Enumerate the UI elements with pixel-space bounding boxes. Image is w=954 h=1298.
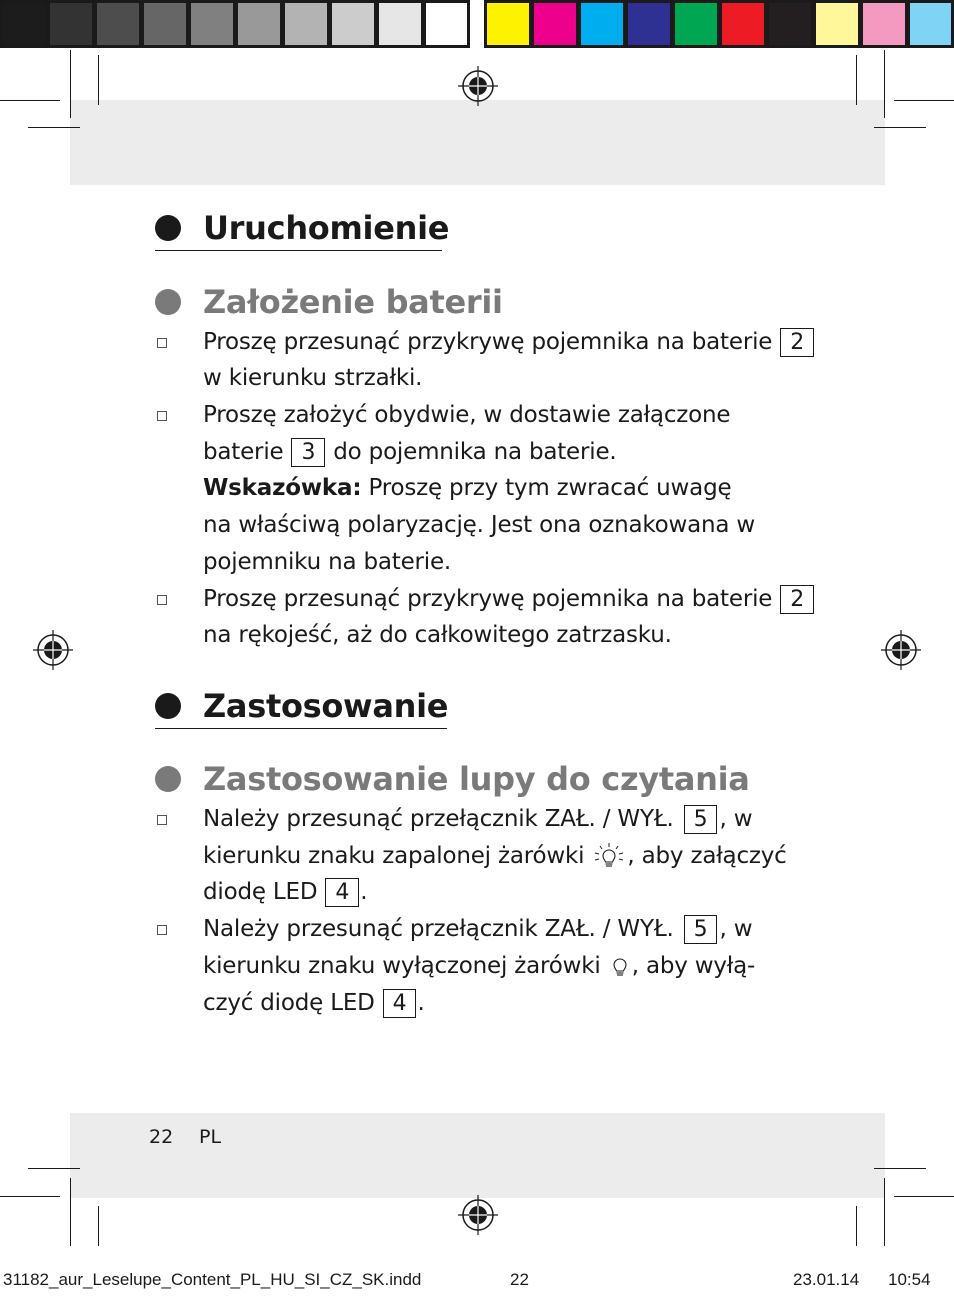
reference-number: 5 (684, 915, 718, 944)
imprint-filename: 31182_aur_Leselupe_Content_PL_HU_SI_CZ_SK.indd (3, 1270, 422, 1289)
hint-text: Wskazówka: Proszę przy tym zwracać uwagę (203, 475, 732, 501)
list-checkbox-icon (157, 411, 167, 421)
crop-mark (874, 1168, 926, 1169)
reference-number: 4 (383, 989, 417, 1018)
crop-mark (98, 1206, 99, 1246)
gray-swatch (141, 0, 189, 48)
imprint-time: 10:54 (888, 1270, 931, 1289)
heading-bullet-icon (155, 289, 181, 315)
reference-number: 3 (291, 438, 325, 467)
gray-swatch (94, 0, 142, 48)
registration-mark-icon (458, 1195, 498, 1235)
color-swatch (578, 0, 626, 48)
subsection-heading-lupa (155, 759, 750, 799)
crop-mark (894, 1196, 954, 1197)
list-item-text: Proszę założyć obydwie, w dostawie załączone (203, 402, 731, 428)
registration-mark-icon (881, 630, 921, 670)
header-band (70, 100, 885, 185)
crop-mark (0, 100, 60, 101)
gray-swatch (329, 0, 377, 48)
crop-mark (0, 1196, 60, 1197)
color-swatch (625, 0, 673, 48)
crop-mark (856, 55, 857, 105)
heading-bullet-icon (155, 693, 181, 719)
heading-text: Zastosowanie lupy do czytania (203, 760, 750, 798)
crop-mark (28, 127, 80, 128)
page-number: 22 (149, 1126, 174, 1148)
list-checkbox-icon (157, 595, 167, 605)
hint-text: pojemniku na baterie. (203, 549, 452, 575)
gray-swatch (47, 0, 95, 48)
color-swatch (813, 0, 861, 48)
list-checkbox-icon (157, 925, 167, 935)
color-swatch (860, 0, 908, 48)
heading-bullet-icon (155, 215, 181, 241)
list-item-text: kierunku znaku wyłączonej żarówki , aby wyłą- (203, 951, 755, 982)
list-item-text: diodę LED 4 . (203, 879, 368, 905)
list-item-text: Proszę przesunąć przykrywę pojemnika na baterie 2 (203, 584, 818, 614)
list-item-text: na rękojeść, aż do całkowitego zatrzasku. (203, 622, 672, 648)
lit-bulb-icon (591, 842, 627, 872)
list-checkbox-icon (157, 815, 167, 825)
imprint-page: 22 (510, 1270, 529, 1289)
crop-mark (28, 1168, 80, 1169)
crop-mark (884, 1178, 885, 1246)
gray-swatch (235, 0, 283, 48)
subsection-heading-zalozenie (155, 282, 503, 322)
reference-number: 4 (325, 878, 359, 907)
crop-mark (70, 50, 71, 118)
gray-swatch (0, 0, 48, 48)
crop-mark (70, 1178, 71, 1246)
list-checkbox-icon (157, 338, 167, 348)
reference-number: 2 (780, 328, 814, 357)
section-heading-uruchomienie (155, 208, 449, 248)
registration-mark-icon (33, 630, 73, 670)
crop-mark (856, 1206, 857, 1246)
list-item-text: w kierunku strzałki. (203, 365, 423, 391)
heading-text: Uruchomienie (203, 209, 450, 247)
gray-swatch (188, 0, 236, 48)
gray-swatch (376, 0, 424, 48)
color-swatch (907, 0, 954, 48)
list-item-text: Należy przesunąć przełącznik ZAŁ. / WYŁ. 5 , w (203, 916, 753, 942)
heading-underline (155, 728, 447, 729)
color-swatch (531, 0, 579, 48)
hint-label: Wskazówka: (203, 475, 362, 501)
gray-swatch (282, 0, 330, 48)
color-swatch (672, 0, 720, 48)
color-swatch (484, 0, 532, 48)
color-swatch (719, 0, 767, 48)
unlit-bulb-icon (608, 952, 632, 982)
heading-bullet-icon (155, 766, 181, 792)
list-item-text: Należy przesunąć przełącznik ZAŁ. / WYŁ. 5 , w (203, 806, 753, 832)
heading-underline (155, 250, 442, 251)
imprint-date: 23.01.14 (793, 1270, 860, 1289)
section-heading-zastosowanie (155, 686, 448, 726)
hint-text: na właściwą polaryzację. Jest ona oznakowana w (203, 512, 756, 538)
heading-text: Zastosowanie (203, 687, 449, 725)
gray-swatch (423, 0, 470, 48)
crop-mark (894, 100, 954, 101)
list-item-text: kierunku znaku zapalonej żarówki , aby załączyć (203, 841, 787, 872)
registration-mark-icon (458, 66, 498, 106)
crop-mark (884, 50, 885, 118)
color-swatch (766, 0, 814, 48)
crop-mark (98, 55, 99, 105)
crop-mark (874, 127, 926, 128)
list-item-text: baterie 3 do pojemnika na baterie. (203, 439, 617, 465)
heading-text: Założenie baterii (203, 283, 503, 321)
list-item-text: czyć diodę LED 4 . (203, 990, 425, 1016)
list-item-text: Proszę przesunąć przykrywę pojemnika na baterie 2 (203, 327, 818, 357)
language-code: PL (199, 1126, 222, 1148)
footer-band (70, 1113, 885, 1198)
reference-number: 2 (780, 585, 814, 614)
reference-number: 5 (684, 805, 718, 834)
